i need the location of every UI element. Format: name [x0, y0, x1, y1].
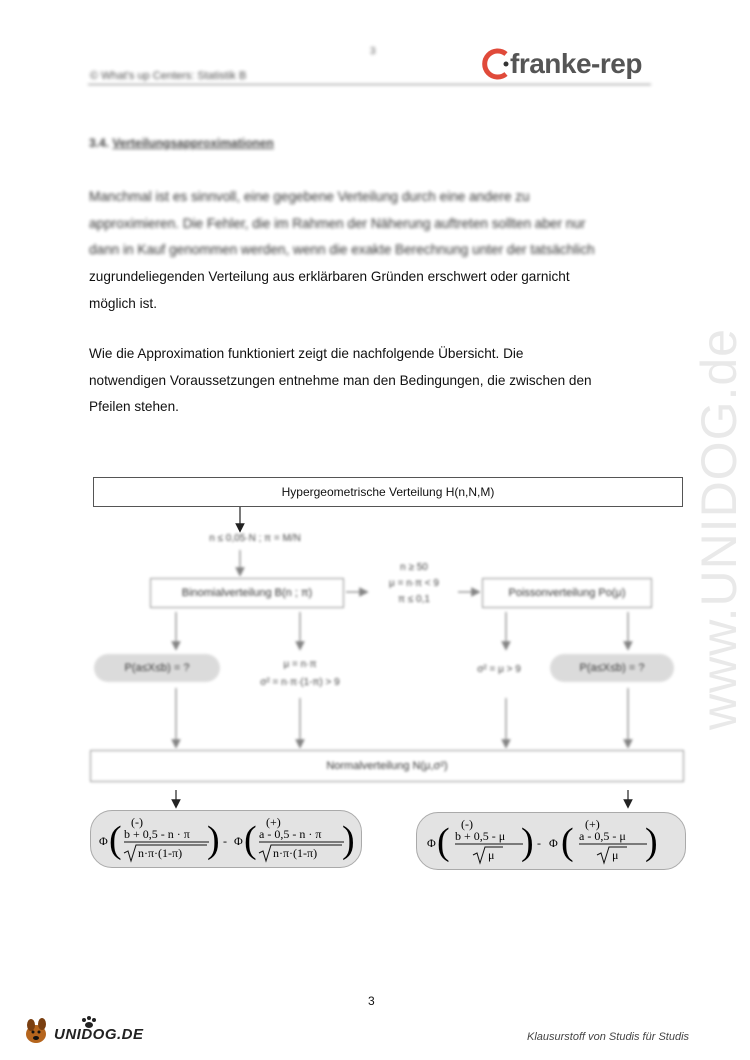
- para2-line3: Pfeilen stehen.: [89, 399, 179, 415]
- hypergeometric-box: Hypergeometrische Verteilung H(n,N,M): [93, 477, 683, 507]
- denominator-1: n·π·(1-π): [138, 846, 183, 860]
- header-text: © What's up Centers: Statistik B: [90, 70, 247, 82]
- condition-poisson-normal: σ² = μ > 9: [477, 664, 521, 675]
- denominator-1: μ: [488, 848, 495, 862]
- denominator-2: n·π·(1-π): [273, 846, 318, 860]
- paren-open-2: (: [561, 821, 574, 863]
- footer-claim: Klausurstoff von Studis für Studis: [527, 1031, 690, 1043]
- numerator-1: b + 0,5 - n · π: [124, 827, 190, 841]
- condition-hyper-binomial: n ≤ 0,05·N ; π = M/N: [209, 533, 301, 544]
- cond-bp-2: μ = n·π < 9: [389, 578, 439, 589]
- header-page-marker: 3: [370, 46, 376, 57]
- paren-close-2: ): [645, 821, 658, 863]
- poisson-box: Poissonverteilung Po(μ): [482, 578, 652, 608]
- paren-close-1: ): [521, 821, 534, 863]
- phi-1: Φ: [427, 836, 436, 850]
- logo-text: UNIDOG.DE: [54, 1026, 144, 1043]
- phi-2: Φ: [234, 834, 243, 848]
- binomial-box: Binomialverteilung B(n ; π): [150, 578, 344, 608]
- brand-name: franke-rep: [510, 48, 642, 79]
- section-title-text: Verteilungsapproximationen: [112, 136, 274, 150]
- section-number: 3.4.: [89, 136, 110, 150]
- mark-2: (+): [585, 817, 600, 831]
- mark-1: (-): [131, 815, 143, 829]
- mark-1: (-): [461, 817, 473, 831]
- phi-2: Φ: [549, 836, 558, 850]
- minus: -: [537, 836, 541, 850]
- para1-line1: Manchmal ist es sinnvoll, eine gegebene Verteilung durch eine andere zu: [89, 189, 530, 204]
- denominator-2: μ: [612, 848, 619, 862]
- cond-bn-1: μ = n·π: [283, 659, 317, 670]
- formula-left-drawing: [91, 811, 361, 867]
- numerator-2: a - 0,5 - n · π: [259, 827, 322, 841]
- para1-line2: approximieren. Die Fehler, die im Rahmen der Näherung auftreten sollten aber nur: [89, 215, 586, 231]
- paren-open-2: (: [244, 819, 257, 861]
- phi-1: Φ: [99, 834, 108, 848]
- paren-close-1: ): [207, 819, 220, 861]
- formula-poisson-normal: [416, 812, 686, 870]
- para2-line2: notwendigen Voraussetzungen entnehme man den Bedingungen, die zwischen den: [89, 372, 592, 388]
- probability-left-pill: P(a≤X≤b) = ?: [94, 654, 220, 682]
- paren-open-1: (: [109, 819, 122, 861]
- para2-line1: Wie die Approximation funktioniert zeigt die nachfolgende Übersicht. Die: [89, 346, 524, 361]
- cond-bn-2: σ² = n·π·(1-π) > 9: [260, 677, 340, 688]
- normal-box: Normalverteilung N(μ,σ²): [90, 750, 684, 782]
- minus: -: [223, 834, 227, 848]
- condition-binomial-normal: [234, 656, 366, 692]
- mark-2: (+): [266, 815, 281, 829]
- para1-line5: möglich ist.: [89, 295, 157, 311]
- paren-open-1: (: [437, 821, 450, 863]
- para1-line3: dann in Kauf genommen werden, wenn die exakte Berechnung unter der tatsächlich: [89, 242, 595, 258]
- para1-line4: zugrundeliegenden Verteilung aus erklärbaren Gründen erschwert oder garnicht: [89, 269, 570, 284]
- paren-close-2: ): [342, 819, 355, 861]
- numerator-1: b + 0,5 - μ: [455, 829, 506, 843]
- numerator-2: a - 0,5 - μ: [579, 829, 626, 843]
- watermark: www.UNIDOG.de: [691, 328, 747, 730]
- cond-bp-3: π ≤ 0,1: [398, 594, 430, 605]
- unidog-logo: [22, 1012, 152, 1048]
- formula-binomial-normal: [90, 810, 362, 868]
- condition-binomial-poisson: [372, 560, 456, 608]
- formula-right-drawing: [417, 813, 685, 869]
- probability-right-pill: P(a≤X≤b) = ?: [550, 654, 674, 682]
- cond-bp-1: n ≥ 50: [400, 562, 428, 573]
- footer-page-number: 3: [368, 994, 375, 1008]
